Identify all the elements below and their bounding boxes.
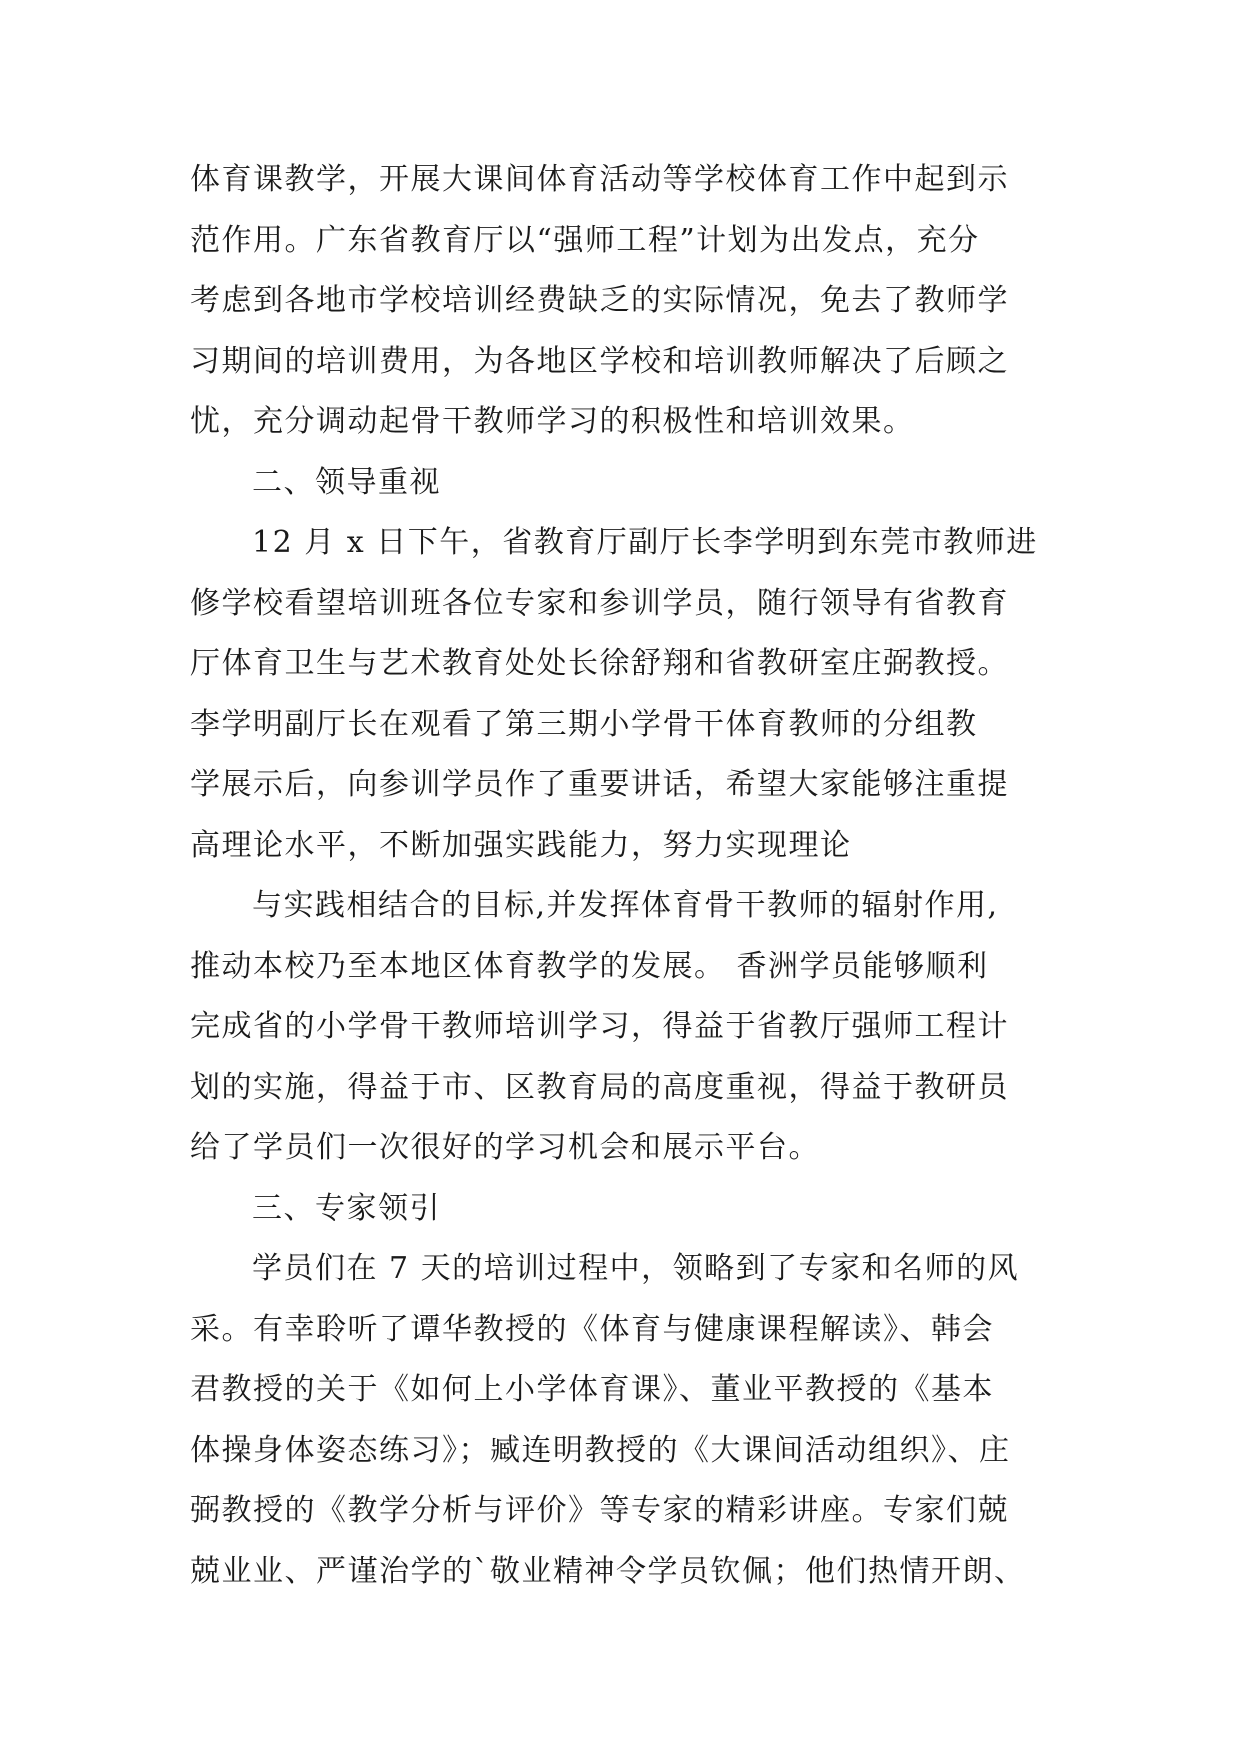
paragraph-line: 忧，充分调动起骨干教师学习的积极性和培训效果。 <box>190 404 915 439</box>
paragraph-line: 高理论水平，不断加强实践能力，努力实现理论 <box>190 827 852 863</box>
paragraph-line: 君教授的关于《如何上小学体育课》、董业平教授的《基本 <box>190 1372 994 1407</box>
paragraph-line: 学展示后，向参训学员作了重要讲话，希望大家能够注重提 <box>190 767 1009 802</box>
paragraph-line: 推动本校乃至本地区体育教学的发展。 香洲学员能够顺利 <box>190 948 989 984</box>
paragraph-line: 厅体育卫生与艺术教育处处长徐舒翔和省教研室庄弼教授。 <box>190 646 1009 681</box>
paragraph-first-line: 与实践相结合的目标,并发挥体育骨干教师的辐射作用, <box>252 888 999 923</box>
paragraph-line: 完成省的小学骨干教师培训学习，得益于省教厅强师工程计 <box>190 1009 1009 1044</box>
paragraph-line: 体育课教学，开展大课间体育活动等学校体育工作中起到示 <box>190 162 1009 197</box>
paragraph-first-line: 12 月 x 日下午，省教育厅副厅长李学明到东莞市教师进 <box>252 525 1038 560</box>
paragraph-line: 修学校看望培训班各位专家和参训学员，随行领导有省教育 <box>190 585 1009 621</box>
paragraph-line: 弼教授的《教学分析与评价》等专家的精彩讲座。专家们兢 <box>190 1493 1009 1528</box>
section-heading-3: 三、专家领引 <box>252 1190 441 1226</box>
paragraph-line: 采。有幸聆听了谭华教授的《体育与健康课程解读》、韩会 <box>190 1311 994 1347</box>
paragraph-line: 范作用。广东省教育厅以“强师工程”计划为出发点，充分 <box>190 222 980 258</box>
paragraph-line: 划的实施，得益于市、区教育局的高度重视，得益于教研员 <box>190 1069 1009 1105</box>
paragraph-first-line: 学员们在 7 天的培训过程中，领略到了专家和名师的风 <box>252 1251 1020 1286</box>
paragraph-line: 考虑到各地市学校培训经费缺乏的实际情况，免去了教师学 <box>190 283 1009 318</box>
paragraph-line: 兢业业、严谨治学的`敬业精神令学员钦佩；他们热情开朗、 <box>190 1553 1026 1589</box>
paragraph-line: 习期间的培训费用，为各地区学校和培训教师解决了后顾之 <box>190 343 1009 379</box>
paragraph-line: 体操身体姿态练习》；臧连明教授的《大课间活动组织》、庄 <box>190 1432 1011 1468</box>
paragraph-line: 给了学员们一次很好的学习机会和展示平台。 <box>190 1130 820 1165</box>
paragraph-line: 李学明副厅长在观看了第三期小学骨干体育教师的分组教 <box>190 706 978 742</box>
document-body <box>190 150 1070 1602</box>
section-heading-2: 二、领导重视 <box>252 464 441 500</box>
